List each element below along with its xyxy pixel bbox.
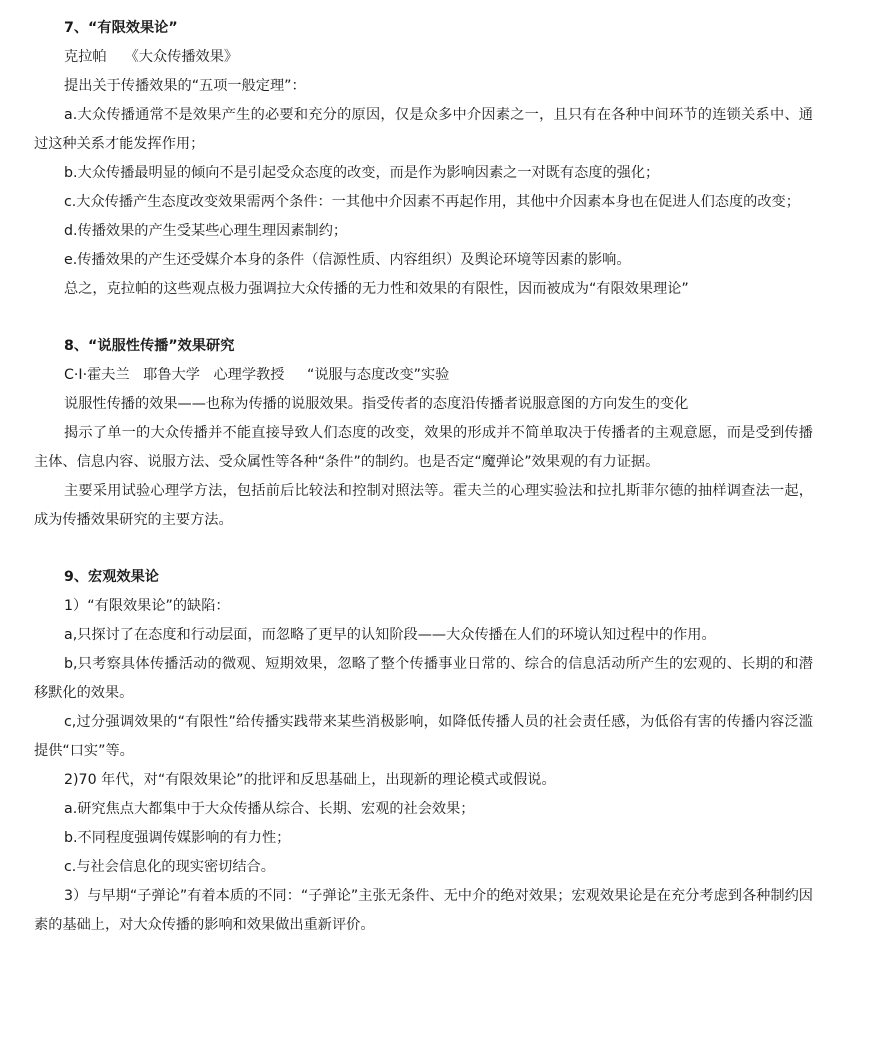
section-7: [34, 14, 813, 304]
subheading: 1）“有限效果论”的缺陷：: [64, 598, 230, 614]
list-item: d.传播效果的产生受某些心理生理因素制约；: [64, 223, 348, 239]
list-item: e.传播效果的产生还受媒介本身的条件（信源性质、内容组织）及舆论环境等因素的影响。: [64, 252, 631, 268]
list-item: a,只探讨了在态度和行动层面，而忽略了更早的认知阶段——大众传播在人们的环境认知过程中的作用。: [64, 627, 716, 643]
paragraph: 说服性传播的效果——也称为传播的说服效果。指受传者的态度沿传播者说服意图的方向发生的变化: [64, 396, 689, 412]
paragraph: 提出关于传播效果的“五项一般定理”：: [64, 78, 306, 94]
list-item: c,过分强调效果的“有限性”给传播实践带来某些消极影响，如降低传播人员的社会责任感，为低俗有害的传播内容泛滥提供“口实”等。: [34, 714, 813, 759]
list-item: b.大众传播最明显的倾向不是引起受众态度的改变，而是作为影响因素之一对既有态度的强化；: [64, 165, 660, 181]
section-spacer: [34, 304, 813, 332]
list-item: b,只考察具体传播活动的微观、短期效果，忽略了整个传播事业日常的、综合的信息活动所产生的宏观的、长期的和潜移默化的效果。: [34, 656, 813, 701]
subheading: 2)70 年代，对“有限效果论”的批评和反思基础上，出现新的理论模式或假说。: [64, 772, 556, 788]
list-item: b.不同程度强调传媒影响的有力性；: [64, 830, 291, 846]
paragraph: 3）与早期“子弹论”有着本质的不同：“子弹论”主张无条件、无中介的绝对效果；宏观效果论是在充分考虑到各种制约因素的基础上，对大众传播的影响和效果做出重新评价。: [34, 888, 813, 933]
list-item: a.大众传播通常不是效果产生的必要和充分的原因，仅是众多中介因素之一，且只有在各种中间环节的连锁关系中、通过这种关系才能发挥作用；: [34, 107, 813, 152]
paragraph: 总之，克拉帕的这些观点极力强调拉大众传播的无力性和效果的有限性，因而被成为“有限效果理论”: [64, 281, 689, 297]
section-heading: 7、“有限效果论”: [64, 20, 178, 36]
section-8: [34, 332, 813, 535]
author-line: C·I·霍夫兰 耶鲁大学 心理学教授 “说服与态度改变”实验: [64, 367, 450, 383]
list-item: c.与社会信息化的现实密切结合。: [64, 859, 275, 875]
section-heading: 8、“说服性传播”效果研究: [64, 338, 235, 354]
section-9: [34, 563, 813, 940]
paragraph: 揭示了单一的大众传播并不能直接导致人们态度的改变，效果的形成并不简单取决于传播者的主观意愿，而是受到传播主体、信息内容、说服方法、受众属性等各种“条件”的制约。也是否定“魔弹论”效果观的有力证据。: [34, 425, 813, 470]
section-heading: 9、宏观效果论: [64, 569, 159, 585]
author-line: 克拉帕 《大众传播效果》: [64, 49, 239, 65]
section-spacer: [34, 535, 813, 563]
list-item: c.大众传播产生态度改变效果需两个条件：一其他中介因素不再起作用，其他中介因素本身也在促进人们态度的改变；: [64, 194, 800, 210]
paragraph: 主要采用试验心理学方法，包括前后比较法和控制对照法等。霍夫兰的心理实验法和拉扎斯菲尔德的抽样调查法一起，成为传播效果研究的主要方法。: [34, 483, 813, 528]
list-item: a.研究焦点大都集中于大众传播从综合、长期、宏观的社会效果；: [64, 801, 475, 817]
